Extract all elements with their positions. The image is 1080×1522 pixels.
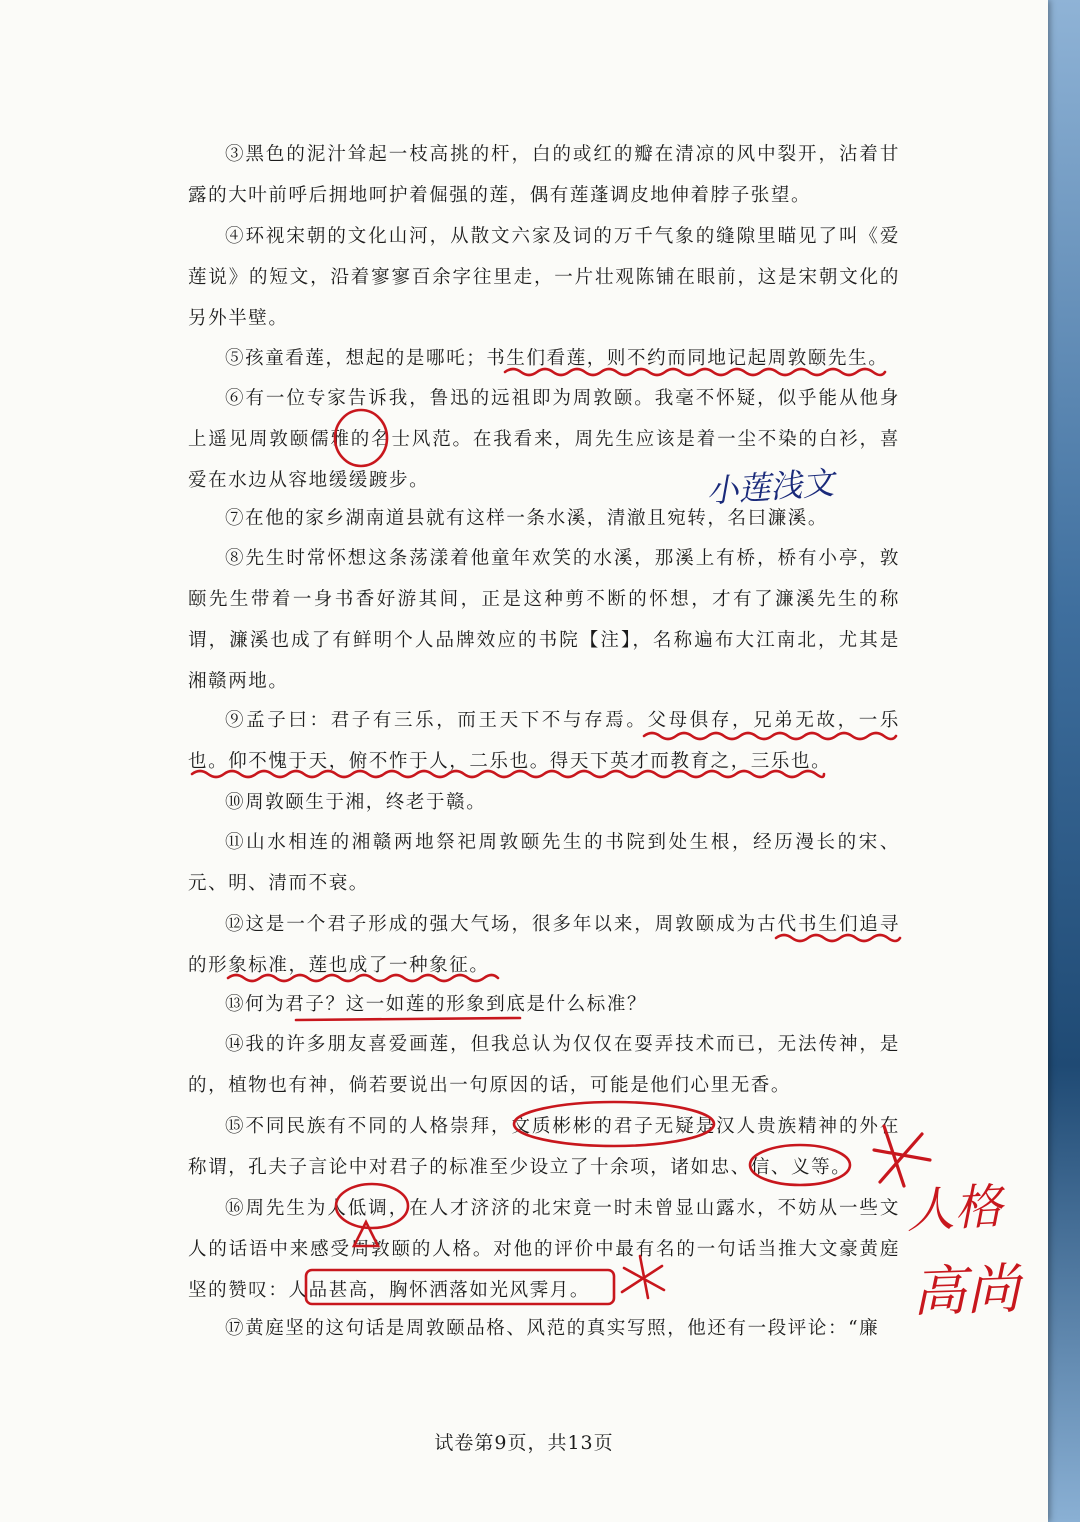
paragraph-8: ⑧先生时常怀想这条荡漾着他童年欢笑的水溪，那溪上有桥，桥有小亭，敦颐先生带着一身书香好游其间，正是这种剪不断的怀想，才有了濂溪先生的称谓，濂溪也成了有鲜明个人品牌效应的书院【注】，名称遍布大江南北，尤其是湘赣两地。 [188, 548, 900, 692]
paragraph-7: ⑦在他的家乡湖南道县就有这样一条水溪，清澈且宛转，名曰濂溪。 [225, 508, 829, 529]
paragraph-15: ⑮不同民族有不同的人格崇拜，文质彬彬的君子无疑是汉人贵族精神的外在称谓，孔夫子言论中对君子的标准至少设立了十余项，诸如忠、信、义等。 [188, 1116, 900, 1178]
page-footer: 试卷第9页，共13页 [434, 1432, 614, 1454]
paragraph-12: ⑫这是一个君子形成的强大气场，很多年以来，周敦颐成为古代书生们追寻的形象标准，莲也成了一种象征。 [188, 914, 900, 976]
paragraph-4: ④环视宋朝的文化山河，从散文六家及词的万千气象的缝隙里瞄见了叫《爱莲说》的短文，沿着寥寥百余字往里走，一片壮观陈铺在眼前，这是宋朝文化的另外半壁。 [188, 226, 900, 329]
paragraph-11: ⑪山水相连的湘赣两地祭祀周敦颐先生的书院到处生根，经历漫长的宋、元、明、清而不衰。 [188, 832, 900, 894]
paragraph-5: ⑤孩童看莲，想起的是哪吒；书生们看莲，则不约而同地记起周敦颐先生。 [225, 348, 889, 369]
paragraph-10: ⑩周敦颐生于湘，终老于赣。 [225, 792, 487, 813]
paragraph-14: ⑭我的许多朋友喜爱画莲，但我总认为仅仅在耍弄技术而已，无法传神，是的，植物也有神，倘若要说出一句原因的话，可能是他们心里无香。 [188, 1034, 900, 1096]
handwritten-note-red-2: 高尚 [911, 1257, 1022, 1324]
paragraph-6: ⑥有一位专家告诉我，鲁迅的远祖即为周敦颐。我毫不怀疑，似乎能从他身上遥见周敦颐儒雅的名士风范。在我看来，周先生应该是着一尘不染的白衫，喜爱在水边从容地缓缓踱步。 [188, 388, 900, 491]
paragraph-13: ⑬何为君子？这一如莲的形象到底是什么标准？ [225, 994, 648, 1015]
paragraph-3: ③黑色的泥汁耸起一枝高挑的杆，白的或红的瓣在清凉的风中裂开，沾着甘露的大叶前呼后拥地呵护着倔强的莲，偶有莲蓬调皮地伸着脖子张望。 [188, 144, 900, 206]
paragraph-16: ⑯周先生为人低调，在人才济济的北宋竟一时未曾显山露水，不妨从一些文人的话语中来感受周敦颐的人格。对他的评价中最有名的一句话当推大文豪黄庭坚的赞叹：人品甚高，胸怀洒落如光风霁月。 [188, 1198, 900, 1301]
paragraph-17: ⑰黄庭坚的这句话是周敦颐品格、风范的真实写照，他还有一段评论：“廉 [225, 1318, 880, 1339]
handwritten-note-blue: 小莲浅文 [704, 463, 836, 511]
handwritten-note-red-1: 人格 [904, 1178, 1004, 1240]
paragraph-9: ⑨孟子曰：君子有三乐，而王天下不与存焉。父母俱存，兄弟无故，一乐也。仰不愧于天，俯不怍于人，二乐也。得天下英才而教育之，三乐也。 [188, 710, 900, 772]
